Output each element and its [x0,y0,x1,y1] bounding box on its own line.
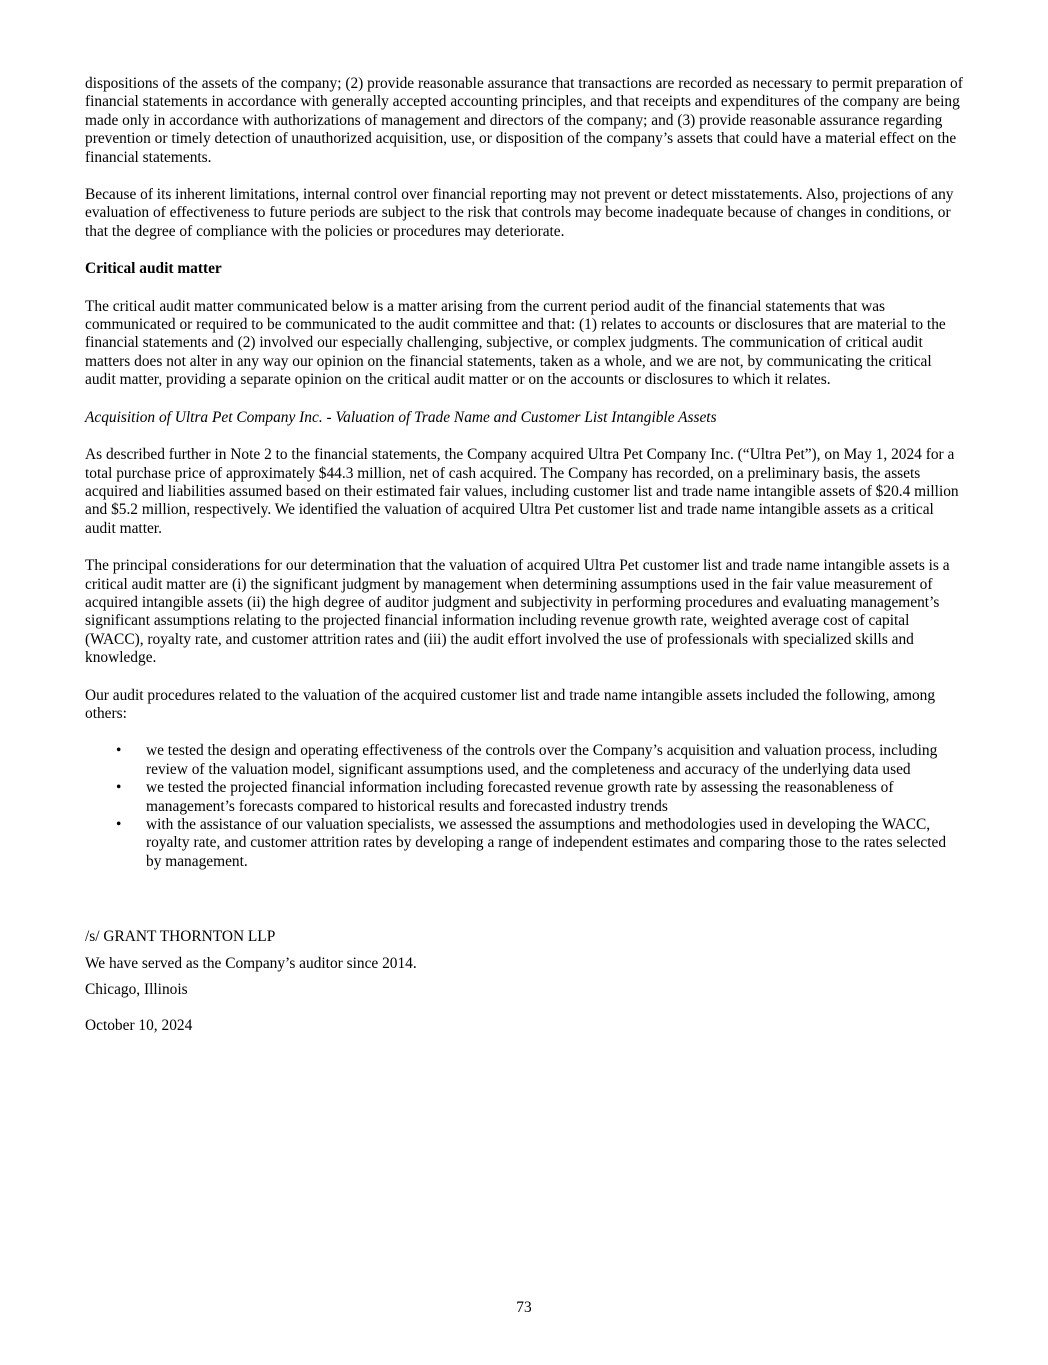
list-item [85,779,965,816]
list-item [85,816,965,871]
signature-block [85,928,965,1036]
list-item-text: with the assistance of our valuation specialists, we assessed the assumptions and methodologies used in developing the WACC, royalty rate, and customer attrition rates by developing a range of independent estimates and comparing those to the rates selected by management. [146,816,947,870]
paragraph-cam-definition: The critical audit matter communicated below is a matter arising from the current period audit of the financial statements that was communicated or required to be communicated to the audit committee and that: (1) relates to accounts or disclosures that are material to the financial statements and (2) involved our especially challenging, subjective, or complex judgments. The communication of critical audit matters does not alter in any way our opinion on the financial statements, taken as a whole, and we are not, by communicating the critical audit matter, providing a separate opinion on the critical audit matter or on the accounts or disclosures to which it relates. [85,297,946,389]
list-item-text: we tested the design and operating effectiveness of the controls over the Company’s acquisition and valuation process, including review of the valuation model, significant assumptions used, and the completeness and accuracy of the underlying data used [146,742,938,778]
auditor-location: Chicago, Illinois [85,981,188,999]
list-item [85,742,965,779]
paragraph-principal-considerations: The principal considerations for our determination that the valuation of acquired Ultra Pet customer list and trade name intangible assets is a critical audit matter are (i) the significant judgment by management when determining assumptions used in the fair value measurement of acquired intangible assets (ii) the high degree of auditor judgment and subjectivity in performing procedures and evaluating management’s significant assumptions relating to the projected financial information including revenue growth rate, weighted average cost of capital (WACC), royalty rate, and customer attrition rates and (iii) the audit effort involved the use of professionals with specialized skills and knowledge. [85,557,950,667]
section-heading-critical-audit-matter: Critical audit matter [85,260,222,278]
paragraph-internal-control-dispositions: dispositions of the assets of the company; (2) provide reasonable assurance that transactions are recorded as necessary to permit preparation of financial statements in accordance with generally accepted accounting principles, and that receipts and expenditures of the company are being made only in accordance with authorizations of management and directors of the company; and (3) provide reasonable assurance regarding prevention or timely detection of unauthorized acquisition, use, or disposition of the company’s assets that could have a material effect on the financial statements. [85,75,963,166]
auditor-tenure: We have served as the Company’s auditor since 2014. [85,954,417,972]
subheading-ultra-pet-acquisition: Acquisition of Ultra Pet Company Inc. - Valuation of Trade Name and Customer List Intangible Assets [85,408,717,426]
document-body [85,75,965,1036]
list-item-text: we tested the projected financial information including forecasted revenue growth rate by assessing the reasonableness of management’s forecasts compared to historical results and forecasted industry trends [146,779,894,815]
paragraph-audit-procedures-intro: Our audit procedures related to the valuation of the acquired customer list and trade name intangible assets included the following, among others: [85,686,936,722]
bullet-icon: • [116,816,122,833]
audit-procedures-list [85,742,965,871]
bullet-icon: • [116,742,122,760]
report-date: October 10, 2024 [85,1017,193,1035]
paragraph-inherent-limitations: Because of its inherent limitations, internal control over financial reporting may not prevent or detect misstatements. Also, projections of any evaluation of effectiveness to future periods are subject to the risk that controls may become inadequate because of changes in conditions, or that the degree of compliance with the policies or procedures may deteriorate. [85,186,954,240]
page-number: 73 [516,1299,532,1316]
auditor-signature: /s/ GRANT THORNTON LLP [85,928,276,946]
paragraph-acquisition-description: As described further in Note 2 to the financial statements, the Company acquired Ultra Pet Company Inc. (“Ultra Pet”), on May 1, 2024 for a total purchase price of approximately $44.3 million, net of cash acquired. The Company has recorded, on a preliminary basis, the assets acquired and liabilities assumed based on their estimated fair values, including customer list and trade name intangible assets of $20.4 million and $5.2 million, respectively. We identified the valuation of acquired Ultra Pet customer list and trade name intangible assets as a critical audit matter. [85,446,959,537]
bullet-icon: • [116,779,122,797]
